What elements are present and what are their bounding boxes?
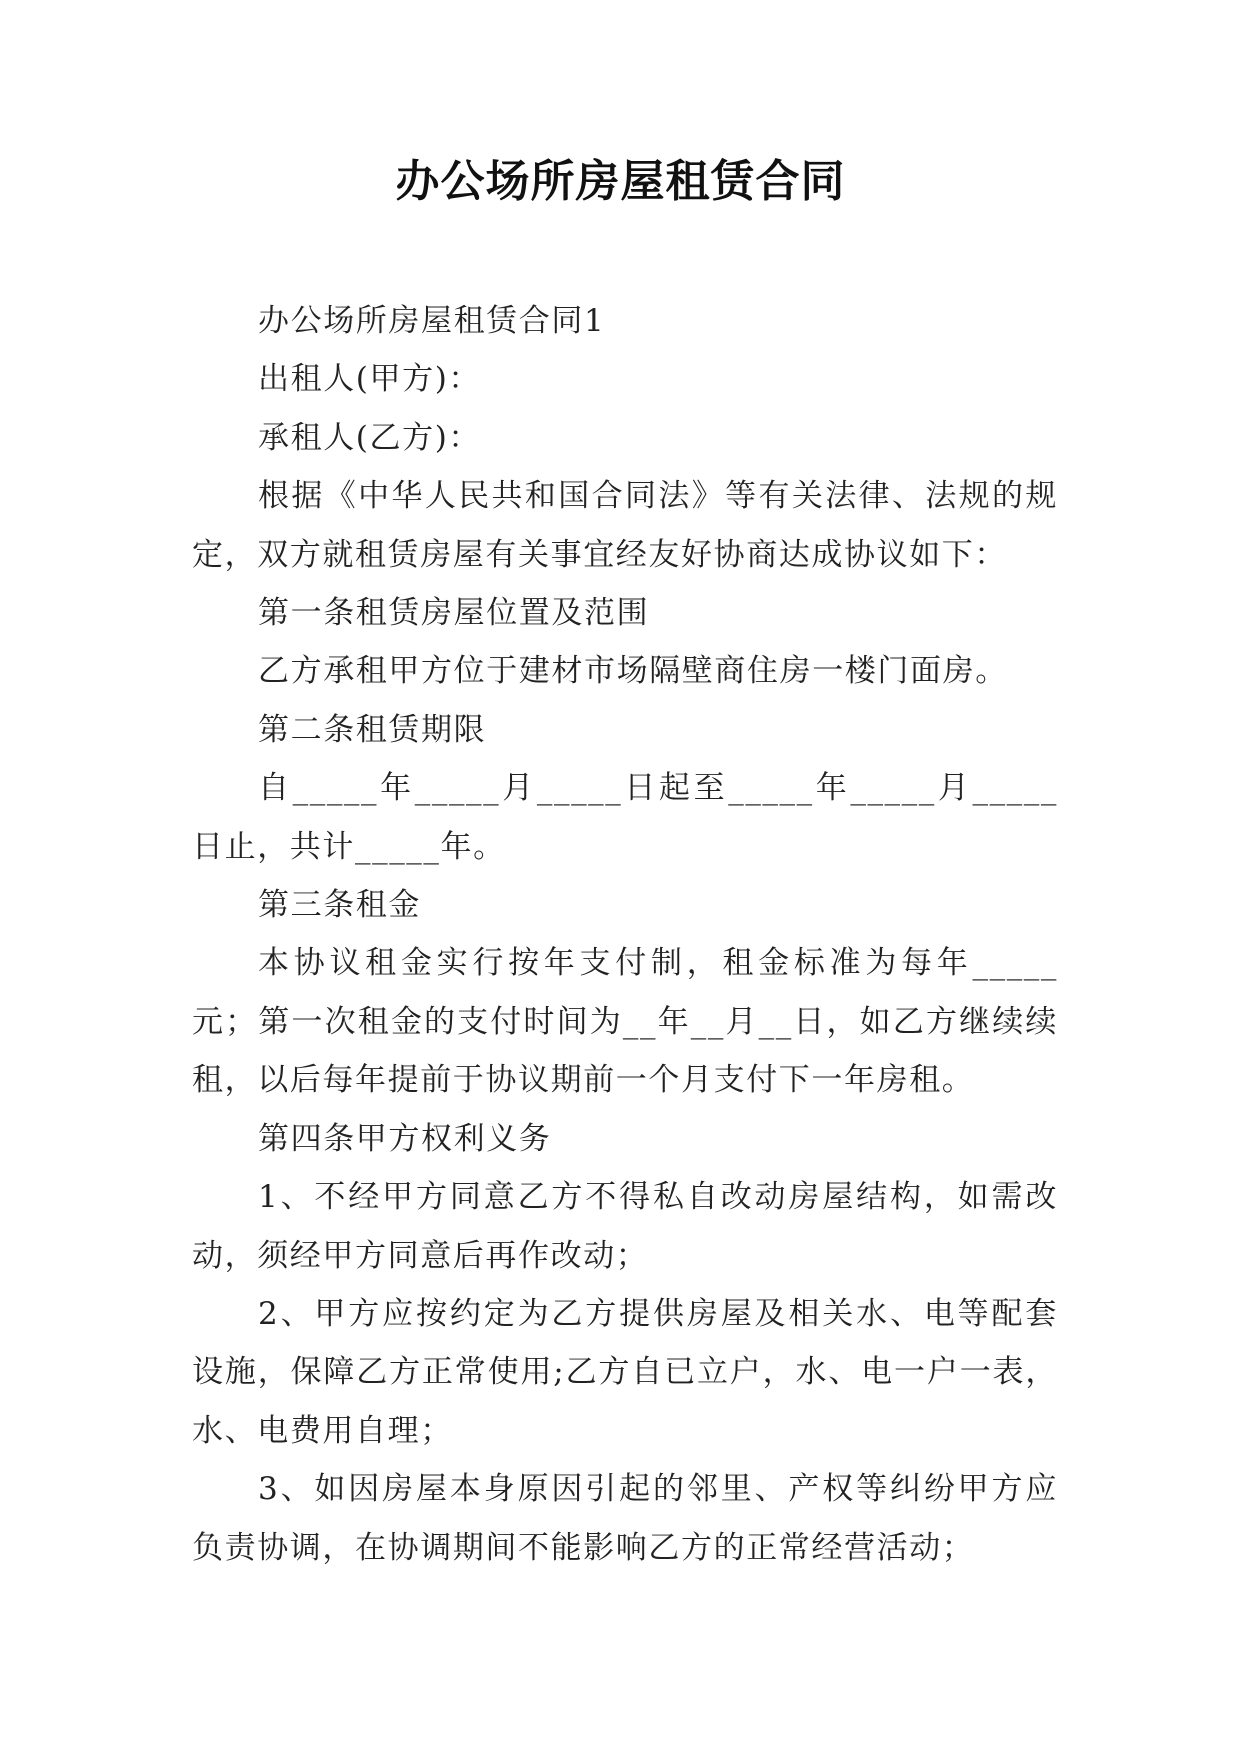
paragraph-article-1-body: 乙方承租甲方位于建材市场隔壁商住房一楼门面房。 [258,653,1008,690]
paragraph-preamble: 根据《中华人民共和国合同法》等有关法律、法规的规定，双方就租赁房屋有关事宜经友好协商达成协议如下： [192,478,1058,573]
paragraph-article-2-body: 自_____年_____月_____日起至_____年_____月_____日止，共计_____年。 [192,770,1058,865]
paragraph-article-4-item-2: 2、甲方应按约定为乙方提供房屋及相关水、电等配套设施，保障乙方正常使用;乙方自已立户，水、电一户一表，水、电费用自理； [192,1295,1058,1449]
paragraph-article-4-heading: 第四条甲方权利义务 [258,1120,552,1157]
document-body [192,292,1058,1577]
document-title: 办公场所房屋租赁合同 [395,156,846,207]
paragraph-article-3-body: 本协议租金实行按年支付制，租金标准为每年_____元；第一次租金的支付时间为__年__月__日，如乙方继续续租，以后每年提前于协议期前一个月支付下一年房租。 [192,945,1058,1099]
paragraph-lessor: 出租人(甲方)： [258,361,481,398]
paragraph-article-4-item-1: 1、不经甲方同意乙方不得私自改动房屋结构，如需改动，须经甲方同意后再作改动； [192,1179,1058,1274]
paragraph-contract-number: 办公场所房屋租赁合同1 [258,303,606,339]
paragraph-article-2-heading: 第二条租赁期限 [258,711,487,748]
paragraph-article-1-heading: 第一条租赁房屋位置及范围 [258,595,650,632]
paragraph-article-4-item-3: 3、如因房屋本身原因引起的邻里、产权等纠纷甲方应负责协调，在协调期间不能影响乙方的正常经营活动； [192,1471,1058,1566]
paragraph-article-3-heading: 第三条租金 [258,887,421,924]
paragraph-lessee: 承租人(乙方)： [258,419,481,456]
